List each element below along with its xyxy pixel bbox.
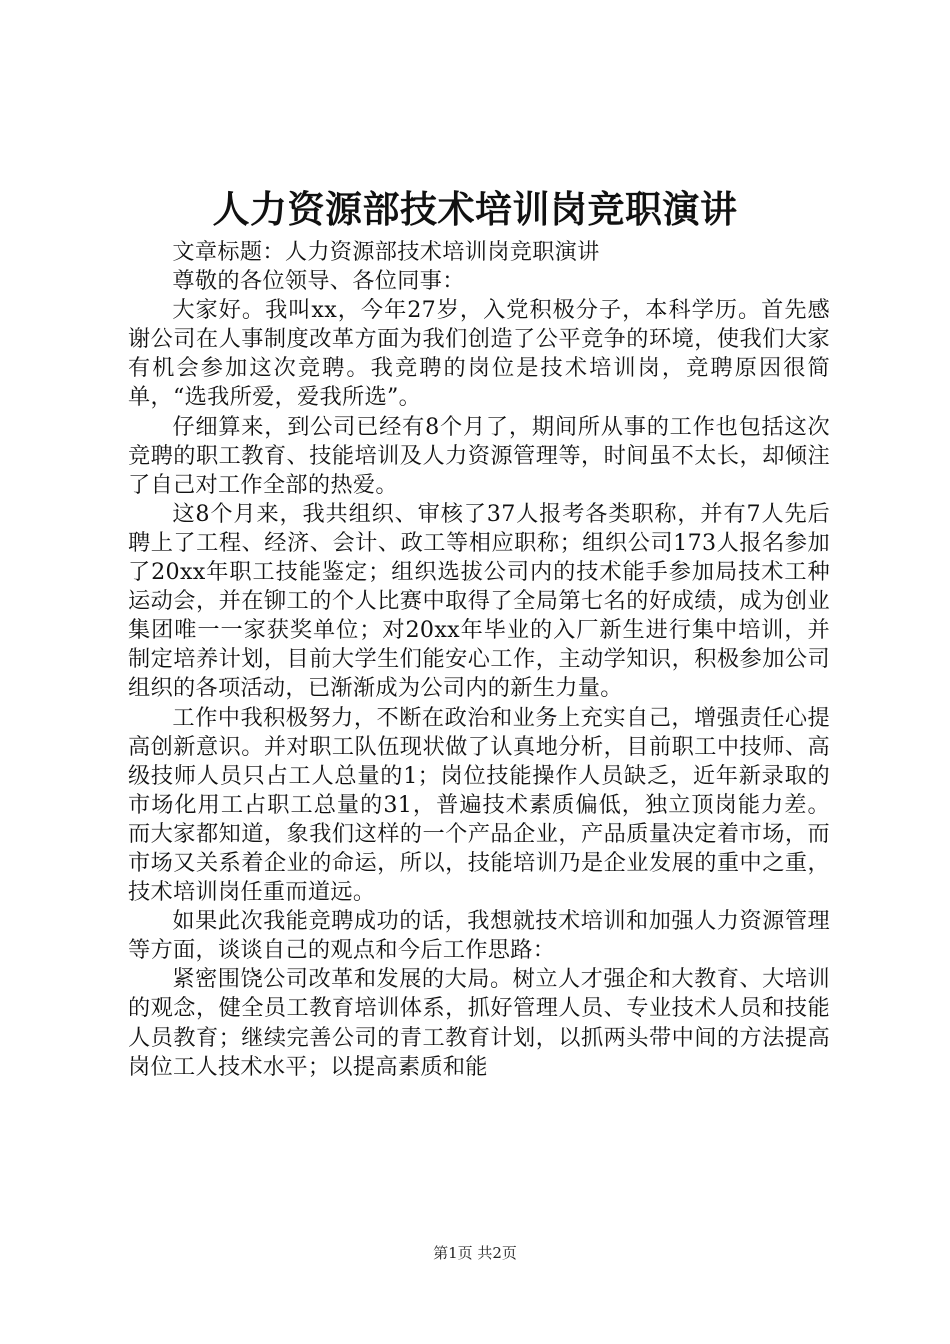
paragraph: 这8个月来，我共组织、审核了37人报考各类职称，并有7人先后聘上了工程、经济、会计、政工等相应职称；组织公司173人报名参加了20xx年职工技能鉴定；组织选拔公司内的技术能手参加局技术工种运动会，并在铆工的个人比赛中取得了全局第七名的好成绩，成为创业集团唯一一家获奖单位；对20xx年毕业的入厂新生进行集中培训，并制定培养计划，目前大学生们能安心工作，主动学知识，积极参加公司组织的各项活动，已渐渐成为公司内的新生力量。 (128, 500, 830, 702)
document-body (128, 238, 830, 1082)
page-number-footer: 第1页 共2页 (433, 1244, 517, 1262)
paragraph: 如果此次我能竞聘成功的话，我想就技术培训和加强人力资源管理等方面，谈谈自己的观点和今后工作思路： (128, 908, 830, 964)
paragraph: 大家好。我叫xx，今年27岁，入党积极分子，本科学历。首先感谢公司在人事制度改革方面为我们创造了公平竞争的环境，使我们大家有机会参加这次竞聘。我竞聘的岗位是技术培训岗，竞聘原因很简单，“选我所爱，爱我所选”。 (128, 297, 830, 411)
paragraph: 紧密围饶公司改革和发展的大局。树立人才强企和大教育、大培训的观念，健全员工教育培训体系，抓好管理人员、专业技术人员和技能人员教育；继续完善公司的青工教育计划，以抓两头带中间的方法提高岗位工人技术水平；以提高素质和能 (128, 966, 830, 1080)
paragraph: 仔细算来，到公司已经有8个月了，期间所从事的工作也包括这次竞聘的职工教育、技能培训及人力资源管理等，时间虽不太长，却倾注了自己对工作全部的热爱。 (128, 413, 830, 498)
article-title-line: 文章标题：人力资源部技术培训岗竞职演讲 (172, 239, 600, 265)
paragraph: 工作中我积极努力，不断在政治和业务上充实自己，增强责任心提高创新意识。并对职工队伍现状做了认真地分析，目前职工中技师、高级技师人员只占工人总量的1；岗位技能操作人员缺乏，近年新录取的市场化用工占职工总量的31，普遍技术素质偏低，独立顶岗能力差。而大家都知道，象我们这样的一个产品企业，产品质量决定着市场，而市场又关系着企业的命运，所以，技能培训乃是企业发展的重中之重，技术培训岗任重而道远。 (128, 704, 830, 906)
document-title: 人力资源部技术培训岗竞职演讲 (212, 187, 738, 231)
salutation: 尊敬的各位领导、各位同事： (172, 268, 465, 295)
